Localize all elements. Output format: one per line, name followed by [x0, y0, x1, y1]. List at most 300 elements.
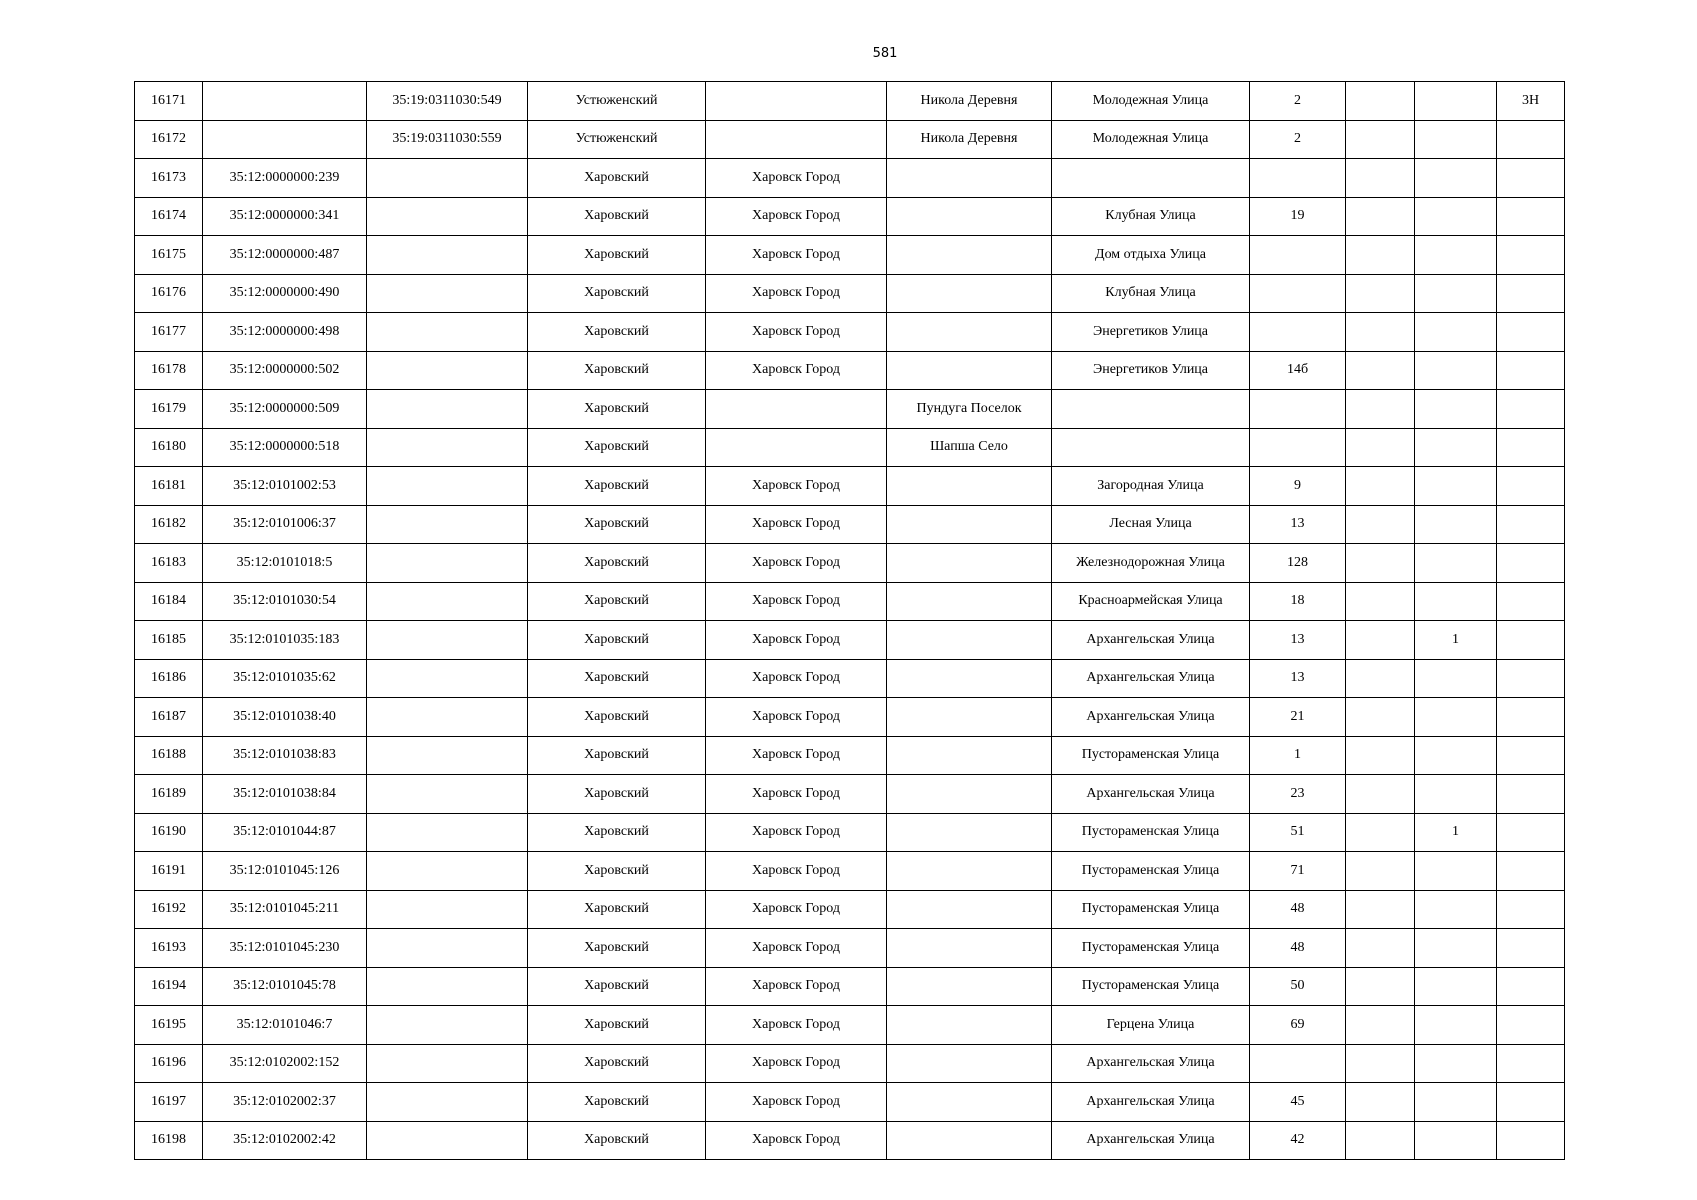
- block-cell: [1415, 390, 1497, 429]
- row-number-cell: 16187: [135, 698, 203, 737]
- table-row: [135, 197, 1565, 236]
- settlement-cell: [887, 351, 1052, 390]
- building-cell: [1346, 467, 1415, 506]
- row-number-cell: 16184: [135, 582, 203, 621]
- street-cell: Архангельская Улица: [1052, 1121, 1250, 1160]
- block-cell: [1415, 505, 1497, 544]
- street-cell: Энергетиков Улица: [1052, 313, 1250, 352]
- second-cadastral-number-cell: [367, 236, 528, 275]
- table-row: [135, 775, 1565, 814]
- street-cell: Клубная Улица: [1052, 197, 1250, 236]
- settlement-cell: [887, 775, 1052, 814]
- row-number-cell: 16171: [135, 82, 203, 121]
- cadastral-number-cell: 35:12:0101018:5: [203, 544, 367, 583]
- table-row: [135, 621, 1565, 660]
- apartment-cell: [1497, 274, 1565, 313]
- apartment-cell: [1497, 1006, 1565, 1045]
- block-cell: [1415, 197, 1497, 236]
- house-cell: 13: [1250, 659, 1346, 698]
- city-cell: Харовск Город: [706, 813, 887, 852]
- city-cell: Харовск Город: [706, 159, 887, 198]
- district-cell: Харовский: [528, 582, 706, 621]
- building-cell: [1346, 813, 1415, 852]
- page-number: 581: [872, 46, 898, 61]
- apartment-cell: [1497, 967, 1565, 1006]
- second-cadastral-number-cell: [367, 428, 528, 467]
- second-cadastral-number-cell: [367, 197, 528, 236]
- cadastral-number-cell: 35:12:0101045:78: [203, 967, 367, 1006]
- row-number-cell: 16182: [135, 505, 203, 544]
- table-row: [135, 659, 1565, 698]
- cadastral-number-cell: [203, 120, 367, 159]
- table-row: [135, 890, 1565, 929]
- cadastral-number-cell: 35:12:0101046:7: [203, 1006, 367, 1045]
- apartment-cell: [1497, 313, 1565, 352]
- street-cell: Архангельская Улица: [1052, 621, 1250, 660]
- building-cell: [1346, 351, 1415, 390]
- street-cell: Энергетиков Улица: [1052, 351, 1250, 390]
- settlement-cell: [887, 1121, 1052, 1160]
- block-cell: [1415, 967, 1497, 1006]
- table-row: [135, 544, 1565, 583]
- block-cell: [1415, 852, 1497, 891]
- cadastral-number-cell: 35:12:0101045:230: [203, 929, 367, 968]
- city-cell: Харовск Город: [706, 1083, 887, 1122]
- settlement-cell: Шапша Село: [887, 428, 1052, 467]
- cadastral-number-cell: 35:12:0000000:509: [203, 390, 367, 429]
- building-cell: [1346, 313, 1415, 352]
- building-cell: [1346, 390, 1415, 429]
- table-row: [135, 467, 1565, 506]
- settlement-cell: [887, 544, 1052, 583]
- settlement-cell: [887, 1006, 1052, 1045]
- building-cell: [1346, 82, 1415, 121]
- apartment-cell: [1497, 236, 1565, 275]
- settlement-cell: [887, 929, 1052, 968]
- settlement-cell: [887, 1044, 1052, 1083]
- table-row: [135, 813, 1565, 852]
- building-cell: [1346, 929, 1415, 968]
- house-cell: [1250, 236, 1346, 275]
- city-cell: Харовск Город: [706, 698, 887, 737]
- house-cell: 71: [1250, 852, 1346, 891]
- building-cell: [1346, 159, 1415, 198]
- block-cell: 1: [1415, 813, 1497, 852]
- city-cell: Харовск Город: [706, 736, 887, 775]
- street-cell: Пустораменская Улица: [1052, 967, 1250, 1006]
- settlement-cell: [887, 274, 1052, 313]
- street-cell: Красноармейская Улица: [1052, 582, 1250, 621]
- table-row: [135, 698, 1565, 737]
- building-cell: [1346, 582, 1415, 621]
- district-cell: Харовский: [528, 775, 706, 814]
- cadastral-number-cell: 35:12:0101002:53: [203, 467, 367, 506]
- settlement-cell: [887, 736, 1052, 775]
- block-cell: [1415, 659, 1497, 698]
- row-number-cell: 16178: [135, 351, 203, 390]
- district-cell: Харовский: [528, 351, 706, 390]
- apartment-cell: [1497, 120, 1565, 159]
- house-cell: 2: [1250, 120, 1346, 159]
- block-cell: [1415, 929, 1497, 968]
- row-number-cell: 16190: [135, 813, 203, 852]
- block-cell: [1415, 582, 1497, 621]
- settlement-cell: [887, 852, 1052, 891]
- block-cell: [1415, 351, 1497, 390]
- house-cell: [1250, 1044, 1346, 1083]
- house-cell: [1250, 274, 1346, 313]
- district-cell: Харовский: [528, 967, 706, 1006]
- settlement-cell: Никола Деревня: [887, 120, 1052, 159]
- apartment-cell: [1497, 659, 1565, 698]
- apartment-cell: [1497, 852, 1565, 891]
- building-cell: [1346, 544, 1415, 583]
- second-cadastral-number-cell: [367, 621, 528, 660]
- second-cadastral-number-cell: [367, 890, 528, 929]
- apartment-cell: [1497, 351, 1565, 390]
- house-cell: 14б: [1250, 351, 1346, 390]
- street-cell: Герцена Улица: [1052, 1006, 1250, 1045]
- table-row: [135, 852, 1565, 891]
- cadastral-number-cell: 35:12:0000000:239: [203, 159, 367, 198]
- table-row: [135, 736, 1565, 775]
- second-cadastral-number-cell: [367, 967, 528, 1006]
- district-cell: Харовский: [528, 1044, 706, 1083]
- block-cell: [1415, 1121, 1497, 1160]
- apartment-cell: [1497, 390, 1565, 429]
- block-cell: [1415, 1006, 1497, 1045]
- block-cell: [1415, 467, 1497, 506]
- row-number-cell: 16172: [135, 120, 203, 159]
- building-cell: [1346, 967, 1415, 1006]
- house-cell: 13: [1250, 621, 1346, 660]
- city-cell: Харовск Город: [706, 890, 887, 929]
- street-cell: Архангельская Улица: [1052, 698, 1250, 737]
- settlement-cell: [887, 467, 1052, 506]
- street-cell: [1052, 390, 1250, 429]
- settlement-cell: Пундуга Поселок: [887, 390, 1052, 429]
- house-cell: 48: [1250, 929, 1346, 968]
- city-cell: Харовск Город: [706, 1044, 887, 1083]
- building-cell: [1346, 505, 1415, 544]
- apartment-cell: [1497, 890, 1565, 929]
- house-cell: 21: [1250, 698, 1346, 737]
- house-cell: 2: [1250, 82, 1346, 121]
- row-number-cell: 16180: [135, 428, 203, 467]
- house-cell: [1250, 390, 1346, 429]
- table-row: [135, 351, 1565, 390]
- second-cadastral-number-cell: [367, 582, 528, 621]
- cadastral-number-cell: 35:12:0000000:498: [203, 313, 367, 352]
- second-cadastral-number-cell: [367, 1121, 528, 1160]
- registry-table-body: [135, 82, 1565, 1160]
- row-number-cell: 16198: [135, 1121, 203, 1160]
- block-cell: [1415, 890, 1497, 929]
- row-number-cell: 16191: [135, 852, 203, 891]
- district-cell: Харовский: [528, 274, 706, 313]
- table-row: [135, 159, 1565, 198]
- table-row: [135, 1044, 1565, 1083]
- second-cadastral-number-cell: [367, 929, 528, 968]
- table-row: [135, 929, 1565, 968]
- district-cell: Харовский: [528, 313, 706, 352]
- house-cell: 45: [1250, 1083, 1346, 1122]
- apartment-cell: [1497, 775, 1565, 814]
- street-cell: Лесная Улица: [1052, 505, 1250, 544]
- second-cadastral-number-cell: [367, 467, 528, 506]
- settlement-cell: [887, 505, 1052, 544]
- city-cell: Харовск Город: [706, 1121, 887, 1160]
- row-number-cell: 16189: [135, 775, 203, 814]
- block-cell: [1415, 698, 1497, 737]
- district-cell: Харовский: [528, 544, 706, 583]
- building-cell: [1346, 852, 1415, 891]
- house-cell: 1: [1250, 736, 1346, 775]
- street-cell: Архангельская Улица: [1052, 659, 1250, 698]
- row-number-cell: 16177: [135, 313, 203, 352]
- district-cell: Харовский: [528, 505, 706, 544]
- building-cell: [1346, 197, 1415, 236]
- city-cell: Харовск Город: [706, 197, 887, 236]
- settlement-cell: [887, 659, 1052, 698]
- city-cell: Харовск Город: [706, 582, 887, 621]
- apartment-cell: [1497, 813, 1565, 852]
- cadastral-number-cell: 35:12:0000000:487: [203, 236, 367, 275]
- district-cell: Устюженский: [528, 82, 706, 121]
- city-cell: [706, 428, 887, 467]
- street-cell: Пустораменская Улица: [1052, 852, 1250, 891]
- district-cell: Харовский: [528, 428, 706, 467]
- house-cell: [1250, 428, 1346, 467]
- district-cell: Харовский: [528, 621, 706, 660]
- house-cell: 9: [1250, 467, 1346, 506]
- apartment-cell: [1497, 929, 1565, 968]
- building-cell: [1346, 1044, 1415, 1083]
- table-row: [135, 1006, 1565, 1045]
- city-cell: Харовск Город: [706, 929, 887, 968]
- city-cell: [706, 82, 887, 121]
- city-cell: [706, 120, 887, 159]
- second-cadastral-number-cell: [367, 659, 528, 698]
- building-cell: [1346, 736, 1415, 775]
- street-cell: Железнодорожная Улица: [1052, 544, 1250, 583]
- building-cell: [1346, 236, 1415, 275]
- settlement-cell: [887, 197, 1052, 236]
- settlement-cell: [887, 621, 1052, 660]
- district-cell: Харовский: [528, 390, 706, 429]
- city-cell: Харовск Город: [706, 467, 887, 506]
- block-cell: [1415, 274, 1497, 313]
- apartment-cell: [1497, 698, 1565, 737]
- table-row: [135, 313, 1565, 352]
- building-cell: [1346, 1006, 1415, 1045]
- street-cell: Пустораменская Улица: [1052, 736, 1250, 775]
- cadastral-number-cell: 35:12:0000000:490: [203, 274, 367, 313]
- cadastral-number-cell: 35:12:0000000:502: [203, 351, 367, 390]
- table-row: [135, 1121, 1565, 1160]
- city-cell: Харовск Город: [706, 274, 887, 313]
- cadastral-number-cell: 35:12:0101038:84: [203, 775, 367, 814]
- block-cell: [1415, 159, 1497, 198]
- second-cadastral-number-cell: [367, 313, 528, 352]
- building-cell: [1346, 621, 1415, 660]
- district-cell: Харовский: [528, 197, 706, 236]
- house-cell: 42: [1250, 1121, 1346, 1160]
- district-cell: Харовский: [528, 929, 706, 968]
- block-cell: [1415, 313, 1497, 352]
- district-cell: Устюженский: [528, 120, 706, 159]
- apartment-cell: [1497, 428, 1565, 467]
- row-number-cell: 16192: [135, 890, 203, 929]
- second-cadastral-number-cell: [367, 1006, 528, 1045]
- district-cell: Харовский: [528, 236, 706, 275]
- apartment-cell: [1497, 621, 1565, 660]
- block-cell: [1415, 236, 1497, 275]
- house-cell: 69: [1250, 1006, 1346, 1045]
- apartment-cell: [1497, 1083, 1565, 1122]
- house-cell: 13: [1250, 505, 1346, 544]
- building-cell: [1346, 775, 1415, 814]
- city-cell: Харовск Город: [706, 1006, 887, 1045]
- city-cell: Харовск Город: [706, 967, 887, 1006]
- apartment-cell: [1497, 197, 1565, 236]
- second-cadastral-number-cell: [367, 852, 528, 891]
- cadastral-number-cell: 35:12:0000000:518: [203, 428, 367, 467]
- row-number-cell: 16196: [135, 1044, 203, 1083]
- row-number-cell: 16176: [135, 274, 203, 313]
- settlement-cell: [887, 698, 1052, 737]
- district-cell: Харовский: [528, 659, 706, 698]
- building-cell: [1346, 1083, 1415, 1122]
- cadastral-number-cell: 35:12:0101044:87: [203, 813, 367, 852]
- city-cell: Харовск Город: [706, 313, 887, 352]
- street-cell: Пустораменская Улица: [1052, 890, 1250, 929]
- block-cell: [1415, 1044, 1497, 1083]
- block-cell: [1415, 775, 1497, 814]
- street-cell: Клубная Улица: [1052, 274, 1250, 313]
- table-row: [135, 505, 1565, 544]
- apartment-cell: [1497, 467, 1565, 506]
- street-cell: Пустораменская Улица: [1052, 813, 1250, 852]
- house-cell: 50: [1250, 967, 1346, 1006]
- city-cell: Харовск Город: [706, 236, 887, 275]
- district-cell: Харовский: [528, 159, 706, 198]
- row-number-cell: 16183: [135, 544, 203, 583]
- city-cell: [706, 390, 887, 429]
- row-number-cell: 16186: [135, 659, 203, 698]
- city-cell: Харовск Город: [706, 351, 887, 390]
- block-cell: [1415, 428, 1497, 467]
- city-cell: Харовск Город: [706, 659, 887, 698]
- second-cadastral-number-cell: [367, 544, 528, 583]
- table-row: [135, 82, 1565, 121]
- second-cadastral-number-cell: [367, 274, 528, 313]
- settlement-cell: [887, 967, 1052, 1006]
- building-cell: [1346, 698, 1415, 737]
- second-cadastral-number-cell: 35:19:0311030:559: [367, 120, 528, 159]
- apartment-cell: [1497, 505, 1565, 544]
- street-cell: [1052, 428, 1250, 467]
- settlement-cell: [887, 313, 1052, 352]
- district-cell: Харовский: [528, 1006, 706, 1045]
- cadastral-number-cell: 35:12:0101038:83: [203, 736, 367, 775]
- house-cell: 51: [1250, 813, 1346, 852]
- block-cell: [1415, 544, 1497, 583]
- cadastral-number-cell: 35:12:0101038:40: [203, 698, 367, 737]
- row-number-cell: 16175: [135, 236, 203, 275]
- street-cell: Загородная Улица: [1052, 467, 1250, 506]
- house-cell: 23: [1250, 775, 1346, 814]
- house-cell: 19: [1250, 197, 1346, 236]
- house-cell: 48: [1250, 890, 1346, 929]
- district-cell: Харовский: [528, 852, 706, 891]
- house-cell: [1250, 159, 1346, 198]
- street-cell: Архангельская Улица: [1052, 1044, 1250, 1083]
- cadastral-number-cell: 35:12:0101030:54: [203, 582, 367, 621]
- city-cell: Харовск Город: [706, 505, 887, 544]
- cadastral-number-cell: 35:12:0101035:183: [203, 621, 367, 660]
- apartment-cell: [1497, 582, 1565, 621]
- cadastral-number-cell: 35:12:0101045:126: [203, 852, 367, 891]
- second-cadastral-number-cell: [367, 1044, 528, 1083]
- block-cell: [1415, 736, 1497, 775]
- second-cadastral-number-cell: 35:19:0311030:549: [367, 82, 528, 121]
- apartment-cell: 3Н: [1497, 82, 1565, 121]
- apartment-cell: [1497, 1121, 1565, 1160]
- cadastral-number-cell: 35:12:0102002:152: [203, 1044, 367, 1083]
- city-cell: Харовск Город: [706, 852, 887, 891]
- cadastral-number-cell: [203, 82, 367, 121]
- row-number-cell: 16197: [135, 1083, 203, 1122]
- district-cell: Харовский: [528, 890, 706, 929]
- building-cell: [1346, 428, 1415, 467]
- city-cell: Харовск Город: [706, 544, 887, 583]
- street-cell: Молодежная Улица: [1052, 120, 1250, 159]
- table-row: [135, 967, 1565, 1006]
- apartment-cell: [1497, 736, 1565, 775]
- row-number-cell: 16185: [135, 621, 203, 660]
- house-cell: 18: [1250, 582, 1346, 621]
- street-cell: Молодежная Улица: [1052, 82, 1250, 121]
- table-row: [135, 390, 1565, 429]
- second-cadastral-number-cell: [367, 775, 528, 814]
- row-number-cell: 16195: [135, 1006, 203, 1045]
- building-cell: [1346, 1121, 1415, 1160]
- street-cell: Архангельская Улица: [1052, 775, 1250, 814]
- table-row: [135, 1083, 1565, 1122]
- row-number-cell: 16173: [135, 159, 203, 198]
- building-cell: [1346, 659, 1415, 698]
- district-cell: Харовский: [528, 1083, 706, 1122]
- apartment-cell: [1497, 544, 1565, 583]
- row-number-cell: 16188: [135, 736, 203, 775]
- second-cadastral-number-cell: [367, 1083, 528, 1122]
- registry-table: [134, 81, 1565, 1160]
- second-cadastral-number-cell: [367, 159, 528, 198]
- district-cell: Харовский: [528, 1121, 706, 1160]
- settlement-cell: [887, 813, 1052, 852]
- table-row: [135, 120, 1565, 159]
- row-number-cell: 16181: [135, 467, 203, 506]
- street-cell: Пустораменская Улица: [1052, 929, 1250, 968]
- table-row: [135, 236, 1565, 275]
- building-cell: [1346, 890, 1415, 929]
- house-cell: 128: [1250, 544, 1346, 583]
- building-cell: [1346, 120, 1415, 159]
- settlement-cell: [887, 890, 1052, 929]
- cadastral-number-cell: 35:12:0101006:37: [203, 505, 367, 544]
- second-cadastral-number-cell: [367, 351, 528, 390]
